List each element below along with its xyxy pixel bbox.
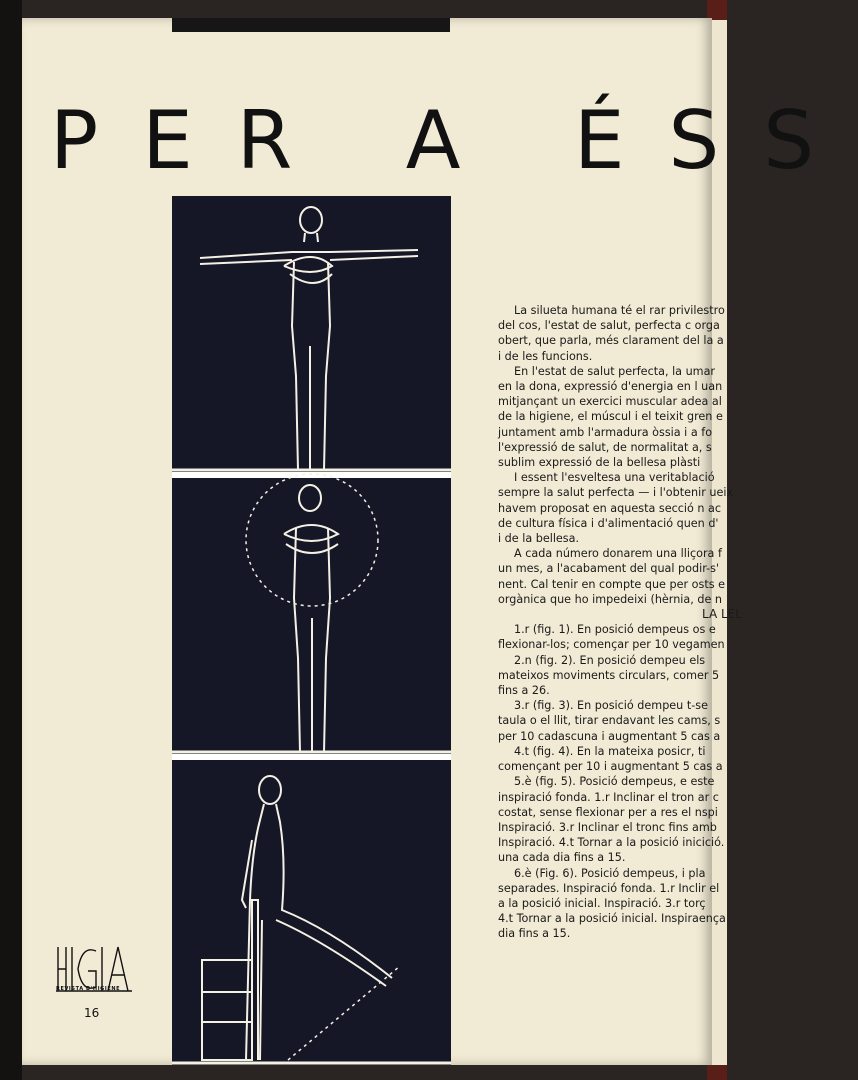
text-line: de la higiene, el múscul i el teixit gren e bbox=[498, 410, 723, 424]
text-line: havem proposat en aquesta secció n ac bbox=[498, 501, 722, 515]
text-line: 4.t Tornar a la posició inicial. Inspiraença bbox=[498, 912, 726, 926]
text-line: i de la bellesa. bbox=[498, 532, 580, 546]
text-line: taula o el llit, tirar endavant les cams, s bbox=[498, 714, 721, 728]
book-binding bbox=[0, 0, 22, 1080]
figure-panel-1 bbox=[172, 196, 451, 472]
text-line: La silueta humana té el rar privilestro bbox=[514, 304, 725, 317]
text-line: a la posició inicial. Inspiració. 3.r torç bbox=[498, 896, 706, 910]
figure-arms-extended-illustration bbox=[172, 196, 451, 472]
text-line: del cos, l'estat de salut, perfecta c orga bbox=[498, 319, 720, 333]
figure-panel-2 bbox=[172, 478, 451, 754]
text-line: fins a 26. bbox=[498, 684, 550, 698]
text-line: sublim expressió de la bellesa plàsti bbox=[498, 456, 701, 470]
text-line: I essent l'esveltesa una veritablació bbox=[514, 471, 715, 485]
figure-panel-3 bbox=[172, 760, 451, 1065]
text-line: 2.n (fig. 2). En posició dempeu els bbox=[514, 653, 706, 667]
text-line: l'expressió de salut, de normalitat a, s bbox=[498, 440, 712, 454]
figure-arm-circles-illustration bbox=[172, 478, 451, 754]
text-line: 3.r (fig. 3). En posició dempeu t-se bbox=[514, 699, 708, 713]
text-line: juntament amb l'armadura òssia i a fo bbox=[498, 425, 713, 439]
text-line: 5.è (fig. 5). Posició dempeus, e este bbox=[514, 775, 715, 789]
section-heading: LA LEL bbox=[702, 607, 742, 622]
text-line: per 10 cadascuna i augmentant 5 cas a bbox=[498, 729, 721, 743]
text-line: un mes, a l'acabament del qual podir-s' bbox=[498, 562, 720, 576]
top-bar-decoration bbox=[172, 18, 450, 32]
text-line: mitjançant un exercici muscular adea al bbox=[498, 395, 722, 409]
text-line: dia fins a 15. bbox=[498, 927, 571, 941]
figure-leg-raise-chair-illustration bbox=[172, 760, 451, 1065]
text-line: sempre la salut perfecta — i l'obtenir ueix bbox=[498, 486, 734, 500]
text-line: començant per 10 i augmentant 5 cas a bbox=[498, 760, 723, 774]
text-line: nent. Cal tenir en compte que per osts e bbox=[498, 577, 725, 591]
text-line: 4.t (fig. 4). En la mateixa posicr, ti bbox=[514, 744, 706, 758]
page-number: 16 bbox=[84, 1006, 100, 1020]
logo-subtitle: REVISTA D'HIGIENE bbox=[56, 986, 121, 992]
text-line: mateixos moviments circulars, comer 5 bbox=[498, 668, 720, 682]
text-line: de cultura física i d'alimentació quen d' bbox=[498, 516, 719, 530]
article-text bbox=[498, 303, 742, 1003]
text-line: en la dona, expressió d'energia en l uan bbox=[498, 380, 723, 394]
magazine-page bbox=[22, 18, 858, 1065]
text-line: Inspiració. 4.t Tornar a la posició inicició. bbox=[498, 836, 725, 850]
text-line: En l'estat de salut perfecta, la umar bbox=[514, 364, 716, 378]
text-line: i de les funcions. bbox=[498, 349, 593, 363]
figure-column bbox=[172, 196, 451, 1065]
text-line: A cada número donarem una lliçora f bbox=[514, 547, 722, 561]
text-line: Inspiració. 3.r Inclinar el tronc fins amb bbox=[498, 820, 717, 834]
text-line: costat, sense flexionar per a res el nspi bbox=[498, 805, 718, 819]
text-line: 1.r (fig. 1). En posició dempeus os e bbox=[514, 623, 716, 637]
text-line: obert, que parla, més clarament del la a bbox=[498, 334, 724, 348]
text-line: inspiració fonda. 1.r Inclinar el tron ar c bbox=[498, 790, 719, 804]
text-line: una cada dia fins a 15. bbox=[498, 851, 626, 865]
text-line: separades. Inspiració fonda. 1.r Inclir el bbox=[498, 881, 720, 895]
text-line: orgànica que ho impedeixi (hèrnia, de n bbox=[498, 592, 722, 606]
text-line: flexionar-los; començar per 10 vegamen bbox=[498, 638, 725, 652]
text-line: 6.è (Fig. 6). Posició dempeus, i pla bbox=[514, 866, 706, 880]
page-title: PER A ÉSS bbox=[50, 94, 858, 187]
